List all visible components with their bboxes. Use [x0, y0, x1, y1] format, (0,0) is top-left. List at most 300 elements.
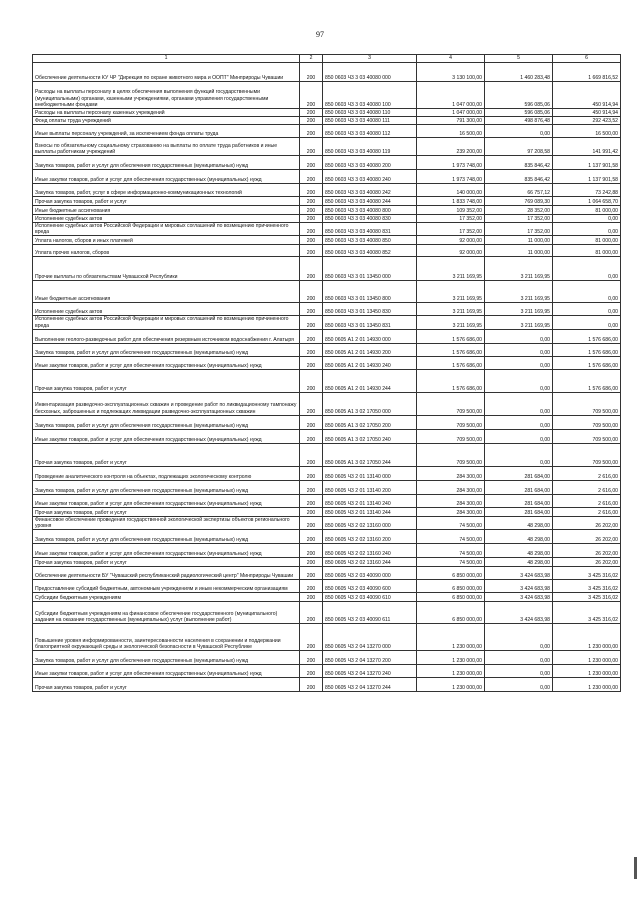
cell-kbk: 850 0605 А1 3 02 17050 244 [323, 443, 417, 466]
cell-approved: 1 047 000,00 [417, 82, 485, 109]
cell-kbk: 850 0603 Ч3 3 03 40080 852 [323, 245, 417, 257]
table-row [33, 580, 621, 593]
cell-desc: Прочая закупка товаров, работ и услуг [33, 197, 300, 206]
cell-code: 200 [300, 236, 323, 245]
cell-executed: 3 211 169,95 [485, 281, 553, 303]
cell-executed: 498 876,48 [485, 117, 553, 125]
scan-edge-mark [634, 857, 637, 879]
cell-remaining: 3 425 316,02 [553, 593, 621, 602]
budget-execution-table [32, 54, 621, 692]
cell-desc: Прочая закупка товаров, работ и услуг [33, 558, 300, 567]
cell-executed: 281 684,00 [485, 494, 553, 507]
cell-remaining: 16 500,00 [553, 125, 621, 138]
cell-code: 200 [300, 507, 323, 516]
cell-executed: 11 000,00 [485, 236, 553, 245]
cell-kbk: 850 0603 Ч3 3 03 40080 119 [323, 138, 417, 156]
cell-remaining: 709 500,00 [553, 415, 621, 429]
cell-remaining: 0,00 [553, 215, 621, 223]
cell-kbk: 850 0603 Ч3 3 03 40080 800 [323, 206, 417, 215]
column-header-1: 1 [33, 55, 300, 63]
cell-remaining: 81 000,00 [553, 236, 621, 245]
cell-approved: 1 576 686,00 [417, 356, 485, 369]
cell-executed: 48 298,00 [485, 558, 553, 567]
cell-approved: 140 000,00 [417, 184, 485, 197]
table-row [33, 507, 621, 516]
cell-kbk: 850 0603 Ч3 3 03 40080 112 [323, 125, 417, 138]
cell-desc: Субсидии бюджетным учреждениям на финансовое обеспечение государственного (муниципального) задания на оказание государственных (муниципальных) услуг (выполнение работ) [33, 602, 300, 624]
cell-remaining: 2 616,00 [553, 507, 621, 516]
cell-code: 200 [300, 415, 323, 429]
cell-remaining: 1 576 686,00 [553, 369, 621, 392]
cell-code: 200 [300, 558, 323, 567]
cell-executed: 48 298,00 [485, 516, 553, 529]
table-row [33, 303, 621, 316]
cell-executed: 0,00 [485, 125, 553, 138]
table-row [33, 369, 621, 392]
cell-code: 200 [300, 624, 323, 651]
cell-executed: 0,00 [485, 343, 553, 356]
cell-code: 200 [300, 494, 323, 507]
cell-executed: 0,00 [485, 415, 553, 429]
cell-code: 200 [300, 329, 323, 343]
cell-code: 200 [300, 63, 323, 82]
table-row [33, 392, 621, 415]
cell-code: 200 [300, 109, 323, 117]
cell-desc: Выполнение геолого-разведочных работ для обеспечения резервным источником водоснабжения г. Алатыря [33, 329, 300, 343]
cell-remaining: 0,00 [553, 303, 621, 316]
cell-desc: Иные бюджетные ассигнования [33, 281, 300, 303]
cell-executed: 3 211 169,95 [485, 316, 553, 329]
cell-kbk: 850 0605 Ч3 2 01 13140 244 [323, 507, 417, 516]
cell-kbk: 850 0605 Ч3 2 04 13270 200 [323, 651, 417, 665]
cell-approved: 16 500,00 [417, 125, 485, 138]
table-row [33, 516, 621, 529]
cell-executed: 769 089,30 [485, 197, 553, 206]
cell-approved: 284 300,00 [417, 466, 485, 480]
cell-approved: 6 850 000,00 [417, 567, 485, 580]
cell-approved: 3 211 169,95 [417, 257, 485, 281]
cell-kbk: 850 0605 Ч3 2 03 40090 610 [323, 593, 417, 602]
cell-code: 200 [300, 303, 323, 316]
cell-approved: 1 047 000,00 [417, 109, 485, 117]
cell-kbk: 850 0605 А1 3 02 17050 200 [323, 415, 417, 429]
cell-approved: 709 500,00 [417, 443, 485, 466]
cell-kbk: 850 0605 Ч3 2 03 40090 600 [323, 580, 417, 593]
cell-desc: Взносы по обязательному социальному страхованию на выплаты по оплате труда работников и иные выплаты работникам учреждений [33, 138, 300, 156]
table-row [33, 245, 621, 257]
cell-kbk: 850 0605 Ч3 2 04 13270 244 [323, 678, 417, 692]
cell-desc: Предоставление субсидий бюджетным, автономным учреждениям и иным некоммерческим организациям [33, 580, 300, 593]
cell-executed: 835 846,42 [485, 170, 553, 184]
cell-code: 200 [300, 392, 323, 415]
cell-desc: Уплата налогов, сборов и иных платежей [33, 236, 300, 245]
cell-remaining: 0,00 [553, 223, 621, 236]
cell-remaining: 0,00 [553, 281, 621, 303]
cell-desc: Проведение аналитического контроля на объектах, подлежащих экологическому контролю [33, 466, 300, 480]
cell-code: 200 [300, 480, 323, 494]
cell-desc: Обеспечение деятельности БУ "Чувашский республиканский радиологический центр" Минприроды Чувашии [33, 567, 300, 580]
cell-code: 200 [300, 593, 323, 602]
table-row [33, 197, 621, 206]
cell-approved: 17 352,00 [417, 223, 485, 236]
cell-remaining: 709 500,00 [553, 443, 621, 466]
cell-code: 200 [300, 117, 323, 125]
cell-remaining: 3 425 316,02 [553, 602, 621, 624]
table-row [33, 316, 621, 329]
cell-approved: 1 833 748,00 [417, 197, 485, 206]
cell-code: 200 [300, 82, 323, 109]
cell-code: 200 [300, 665, 323, 678]
cell-kbk: 850 0603 Ч3 3 01 13450 831 [323, 316, 417, 329]
cell-executed: 11 000,00 [485, 245, 553, 257]
table-row [33, 593, 621, 602]
cell-remaining: 2 616,00 [553, 494, 621, 507]
cell-executed: 97 208,58 [485, 138, 553, 156]
cell-executed: 3 424 683,98 [485, 580, 553, 593]
cell-desc: Прочая закупка товаров, работ и услуг [33, 369, 300, 392]
cell-kbk: 850 0603 Ч3 3 03 40080 100 [323, 82, 417, 109]
cell-approved: 1 576 686,00 [417, 369, 485, 392]
cell-approved: 284 300,00 [417, 494, 485, 507]
cell-remaining: 1 576 686,00 [553, 356, 621, 369]
cell-desc: Финансовое обеспечение проведения государственной экологической экспертизы объектов регионального уровня [33, 516, 300, 529]
cell-desc: Закупка товаров, работ и услуг для обеспечения государственных (муниципальных) нужд [33, 480, 300, 494]
cell-kbk: 850 0605 А1 2 01 14930 240 [323, 356, 417, 369]
table-row [33, 624, 621, 651]
cell-executed: 3 424 683,98 [485, 602, 553, 624]
table-row [33, 257, 621, 281]
table-row [33, 117, 621, 125]
cell-approved: 3 211 169,95 [417, 281, 485, 303]
cell-executed: 3 211 169,95 [485, 257, 553, 281]
cell-kbk: 850 0603 Ч3 3 03 40080 830 [323, 215, 417, 223]
cell-kbk: 850 0603 Ч3 3 01 13450 800 [323, 281, 417, 303]
table-row [33, 156, 621, 170]
cell-code: 200 [300, 316, 323, 329]
table-row [33, 109, 621, 117]
column-header-6: 6 [553, 55, 621, 63]
cell-kbk: 850 0605 Ч3 2 01 13140 200 [323, 480, 417, 494]
cell-code: 200 [300, 138, 323, 156]
cell-desc: Иные бюджетные ассигнования [33, 206, 300, 215]
cell-kbk: 850 0605 Ч3 2 02 13160 200 [323, 530, 417, 544]
cell-remaining: 292 423,52 [553, 117, 621, 125]
table-row [33, 215, 621, 223]
cell-remaining: 0,00 [553, 257, 621, 281]
cell-executed: 66 757,12 [485, 184, 553, 197]
cell-desc: Прочая закупка товаров, работ и услуг [33, 507, 300, 516]
cell-approved: 6 850 000,00 [417, 602, 485, 624]
cell-kbk: 850 0603 Ч3 3 03 40080 850 [323, 236, 417, 245]
cell-desc: Исполнение судебных актов Российской Федерации и мировых соглашений по возмещению причиненного вреда [33, 223, 300, 236]
cell-desc: Иные выплаты персоналу учреждений, за исключением фонда оплаты труда [33, 125, 300, 138]
cell-executed: 48 298,00 [485, 544, 553, 558]
table-row [33, 480, 621, 494]
cell-remaining: 1 576 686,00 [553, 343, 621, 356]
page-number: 97 [316, 30, 324, 39]
cell-kbk: 850 0603 Ч3 3 03 40080 000 [323, 63, 417, 82]
cell-executed: 281 684,00 [485, 480, 553, 494]
cell-approved: 74 500,00 [417, 516, 485, 529]
cell-approved: 74 500,00 [417, 558, 485, 567]
cell-approved: 3 211 169,95 [417, 303, 485, 316]
cell-executed: 0,00 [485, 678, 553, 692]
cell-approved: 1 230 000,00 [417, 624, 485, 651]
table-row [33, 329, 621, 343]
cell-executed: 0,00 [485, 624, 553, 651]
cell-approved: 1 230 000,00 [417, 651, 485, 665]
cell-approved: 3 130 100,00 [417, 63, 485, 82]
cell-executed: 0,00 [485, 665, 553, 678]
cell-remaining: 1 137 901,58 [553, 170, 621, 184]
cell-approved: 74 500,00 [417, 530, 485, 544]
cell-kbk: 850 0605 А1 3 02 17050 000 [323, 392, 417, 415]
cell-code: 200 [300, 206, 323, 215]
cell-kbk: 850 0605 А1 2 01 14930 200 [323, 343, 417, 356]
cell-executed: 3 424 683,98 [485, 593, 553, 602]
cell-code: 200 [300, 245, 323, 257]
cell-kbk: 850 0603 Ч3 3 03 40080 242 [323, 184, 417, 197]
cell-code: 200 [300, 544, 323, 558]
table-row [33, 281, 621, 303]
cell-kbk: 850 0603 Ч3 3 01 13450 830 [323, 303, 417, 316]
table-row [33, 82, 621, 109]
cell-kbk: 850 0603 Ч3 3 03 40080 240 [323, 170, 417, 184]
cell-code: 200 [300, 125, 323, 138]
cell-desc: Субсидии бюджетным учреждениям [33, 593, 300, 602]
cell-desc: Повышение уровня информированности, заинтересованности населения в сохранении и поддержании благоприятной окружающей среды и экологической безопасности в Чувашской Республике [33, 624, 300, 651]
cell-approved: 1 973 748,00 [417, 170, 485, 184]
cell-approved: 239 200,00 [417, 138, 485, 156]
cell-desc: Иные закупки товаров, работ и услуг для обеспечения государственных (муниципальных) нужд [33, 429, 300, 443]
table-row [33, 236, 621, 245]
cell-executed: 17 352,00 [485, 215, 553, 223]
cell-desc: Уплата прочих налогов, сборов [33, 245, 300, 257]
table-row [33, 665, 621, 678]
cell-approved: 1 576 686,00 [417, 329, 485, 343]
cell-kbk: 850 0605 Ч3 2 04 13270 240 [323, 665, 417, 678]
cell-kbk: 850 0605 Ч3 2 02 13160 240 [323, 544, 417, 558]
cell-remaining: 1 230 000,00 [553, 678, 621, 692]
cell-code: 200 [300, 429, 323, 443]
cell-remaining: 709 500,00 [553, 429, 621, 443]
cell-executed: 835 846,42 [485, 156, 553, 170]
cell-desc: Закупка товаров, работ и услуг для обеспечения государственных (муниципальных) нужд [33, 343, 300, 356]
cell-approved: 1 576 686,00 [417, 343, 485, 356]
cell-kbk: 850 0605 А1 2 01 14930 244 [323, 369, 417, 392]
cell-desc: Иные закупки товаров, работ и услуг для обеспечения государственных (муниципальных) нужд [33, 544, 300, 558]
cell-code: 200 [300, 170, 323, 184]
cell-desc: Расходы на выплаты персоналу в целях обеспечения выполнения функций государственными (муниципальными) органами, казенными учреждениями, органами управления государственными внебюджетными фондами [33, 82, 300, 109]
cell-remaining: 26 202,00 [553, 544, 621, 558]
cell-code: 200 [300, 369, 323, 392]
table-row [33, 651, 621, 665]
cell-desc: Закупка товаров, работ и услуг для обеспечения государственных (муниципальных) нужд [33, 156, 300, 170]
cell-desc: Иные закупки товаров, работ и услуг для обеспечения государственных (муниципальных) нужд [33, 665, 300, 678]
cell-executed: 28 352,00 [485, 206, 553, 215]
cell-approved: 709 500,00 [417, 415, 485, 429]
cell-remaining: 1 669 816,52 [553, 63, 621, 82]
cell-code: 200 [300, 343, 323, 356]
cell-executed: 1 460 283,48 [485, 63, 553, 82]
cell-remaining: 450 914,94 [553, 109, 621, 117]
cell-approved: 284 300,00 [417, 480, 485, 494]
cell-kbk: 850 0603 Ч3 3 03 40080 831 [323, 223, 417, 236]
cell-executed: 596 085,06 [485, 82, 553, 109]
cell-executed: 0,00 [485, 356, 553, 369]
cell-desc: Исполнение судебных актов Российской Федерации и мировых соглашений по возмещению причиненного вреда [33, 316, 300, 329]
cell-remaining: 3 425 316,02 [553, 580, 621, 593]
cell-code: 200 [300, 530, 323, 544]
cell-remaining: 1 230 000,00 [553, 665, 621, 678]
cell-desc: Закупка товаров, работ и услуг для обеспечения государственных (муниципальных) нужд [33, 651, 300, 665]
cell-approved: 109 352,00 [417, 206, 485, 215]
table-row [33, 415, 621, 429]
cell-kbk: 850 0605 Ч3 2 03 40090 000 [323, 567, 417, 580]
cell-code: 200 [300, 156, 323, 170]
cell-remaining: 3 425 316,02 [553, 567, 621, 580]
cell-remaining: 81 000,00 [553, 206, 621, 215]
table-row [33, 170, 621, 184]
cell-code: 200 [300, 466, 323, 480]
cell-remaining: 81 000,00 [553, 245, 621, 257]
cell-approved: 92 000,00 [417, 236, 485, 245]
table-row [33, 567, 621, 580]
cell-remaining: 1 576 686,00 [553, 329, 621, 343]
cell-desc: Прочая закупка товаров, работ и услуг [33, 678, 300, 692]
cell-kbk: 850 0605 А1 3 02 17050 240 [323, 429, 417, 443]
table-row [33, 429, 621, 443]
cell-approved: 791 300,00 [417, 117, 485, 125]
cell-remaining: 1 064 658,70 [553, 197, 621, 206]
cell-desc: Фонд оплаты труда учреждений [33, 117, 300, 125]
cell-remaining: 26 202,00 [553, 516, 621, 529]
table-row [33, 125, 621, 138]
cell-executed: 48 298,00 [485, 530, 553, 544]
cell-desc: Иные закупки товаров, работ и услуг для обеспечения государственных (муниципальных) нужд [33, 170, 300, 184]
cell-approved: 92 000,00 [417, 245, 485, 257]
cell-remaining: 73 242,88 [553, 184, 621, 197]
cell-approved: 709 500,00 [417, 392, 485, 415]
cell-code: 200 [300, 281, 323, 303]
table-row [33, 494, 621, 507]
cell-desc: Инвентаризация разведочно-эксплуатационных скважин и проведение работ по ликвидационному тампонажу бесхозных, заброшенных и подлежащих ликвидации разведочно-эксплуатационных скважин [33, 392, 300, 415]
cell-kbk: 850 0603 Ч3 3 03 40080 200 [323, 156, 417, 170]
table-row [33, 558, 621, 567]
cell-executed: 0,00 [485, 443, 553, 466]
table-row [33, 343, 621, 356]
cell-kbk: 850 0603 Ч3 3 03 40080 244 [323, 197, 417, 206]
cell-remaining: 450 914,94 [553, 82, 621, 109]
cell-remaining: 2 616,00 [553, 466, 621, 480]
cell-desc: Исполнение судебных актов [33, 303, 300, 316]
table-row [33, 63, 621, 82]
cell-remaining: 1 230 000,00 [553, 651, 621, 665]
cell-executed: 3 211 169,95 [485, 303, 553, 316]
cell-executed: 0,00 [485, 329, 553, 343]
cell-executed: 596 085,06 [485, 109, 553, 117]
cell-executed: 0,00 [485, 429, 553, 443]
table-row [33, 602, 621, 624]
cell-remaining: 141 991,42 [553, 138, 621, 156]
cell-executed: 3 424 683,98 [485, 567, 553, 580]
cell-executed: 281 684,00 [485, 466, 553, 480]
cell-code: 200 [300, 257, 323, 281]
cell-remaining: 709 500,00 [553, 392, 621, 415]
cell-approved: 3 211 169,95 [417, 316, 485, 329]
table-row [33, 206, 621, 215]
table-row [33, 356, 621, 369]
cell-approved: 1 230 000,00 [417, 678, 485, 692]
cell-desc: Иные закупки товаров, работ и услуг для обеспечения государственных (муниципальных) нужд [33, 494, 300, 507]
cell-executed: 0,00 [485, 392, 553, 415]
cell-executed: 281 684,00 [485, 507, 553, 516]
cell-desc: Закупка товаров, работ и услуг для обеспечения государственных (муниципальных) нужд [33, 415, 300, 429]
table-row [33, 544, 621, 558]
cell-approved: 6 850 000,00 [417, 593, 485, 602]
cell-kbk: 850 0605 Ч3 2 03 40090 611 [323, 602, 417, 624]
table-row [33, 443, 621, 466]
cell-desc: Закупка товаров, работ и услуг для обеспечения государственных (муниципальных) нужд [33, 530, 300, 544]
cell-desc: Иные закупки товаров, работ и услуг для обеспечения государственных (муниципальных) нужд [33, 356, 300, 369]
column-header-3: 3 [323, 55, 417, 63]
cell-code: 200 [300, 678, 323, 692]
cell-approved: 1 230 000,00 [417, 665, 485, 678]
cell-approved: 284 300,00 [417, 507, 485, 516]
cell-code: 200 [300, 184, 323, 197]
column-header-5: 5 [485, 55, 553, 63]
cell-kbk: 850 0605 Ч3 2 02 13160 244 [323, 558, 417, 567]
cell-desc: Закупка товаров, работ, услуг в сфере информационно-коммуникационных технологий [33, 184, 300, 197]
cell-desc: Исполнение судебных актов [33, 215, 300, 223]
cell-code: 200 [300, 215, 323, 223]
cell-desc: Расходы на выплаты персоналу казенных учреждений [33, 109, 300, 117]
table-body [33, 63, 621, 692]
table-row [33, 678, 621, 692]
cell-executed: 0,00 [485, 369, 553, 392]
cell-kbk: 850 0605 Ч3 2 02 13160 000 [323, 516, 417, 529]
cell-code: 200 [300, 651, 323, 665]
cell-approved: 709 500,00 [417, 429, 485, 443]
table-row [33, 466, 621, 480]
cell-kbk: 850 0605 Ч3 2 01 13140 240 [323, 494, 417, 507]
cell-approved: 6 850 000,00 [417, 580, 485, 593]
table-row [33, 530, 621, 544]
cell-approved: 17 352,00 [417, 215, 485, 223]
cell-kbk: 850 0605 Ч3 2 04 13270 000 [323, 624, 417, 651]
cell-code: 200 [300, 443, 323, 466]
column-number-row [33, 55, 621, 63]
table-row [33, 223, 621, 236]
cell-remaining: 2 616,00 [553, 480, 621, 494]
cell-code: 200 [300, 602, 323, 624]
cell-desc: Прочая закупка товаров, работ и услуг [33, 443, 300, 466]
cell-remaining: 26 202,00 [553, 558, 621, 567]
table-row [33, 138, 621, 156]
cell-approved: 1 973 748,00 [417, 156, 485, 170]
cell-remaining: 1 230 000,00 [553, 624, 621, 651]
cell-executed: 17 352,00 [485, 223, 553, 236]
cell-kbk: 850 0603 Ч3 3 01 13450 000 [323, 257, 417, 281]
cell-code: 200 [300, 567, 323, 580]
cell-remaining: 0,00 [553, 316, 621, 329]
cell-kbk: 850 0605 Ч3 2 01 13140 000 [323, 466, 417, 480]
column-header-4: 4 [417, 55, 485, 63]
cell-remaining: 1 137 901,58 [553, 156, 621, 170]
cell-kbk: 850 0603 Ч3 3 03 40080 110 [323, 109, 417, 117]
cell-remaining: 26 202,00 [553, 530, 621, 544]
cell-executed: 0,00 [485, 651, 553, 665]
